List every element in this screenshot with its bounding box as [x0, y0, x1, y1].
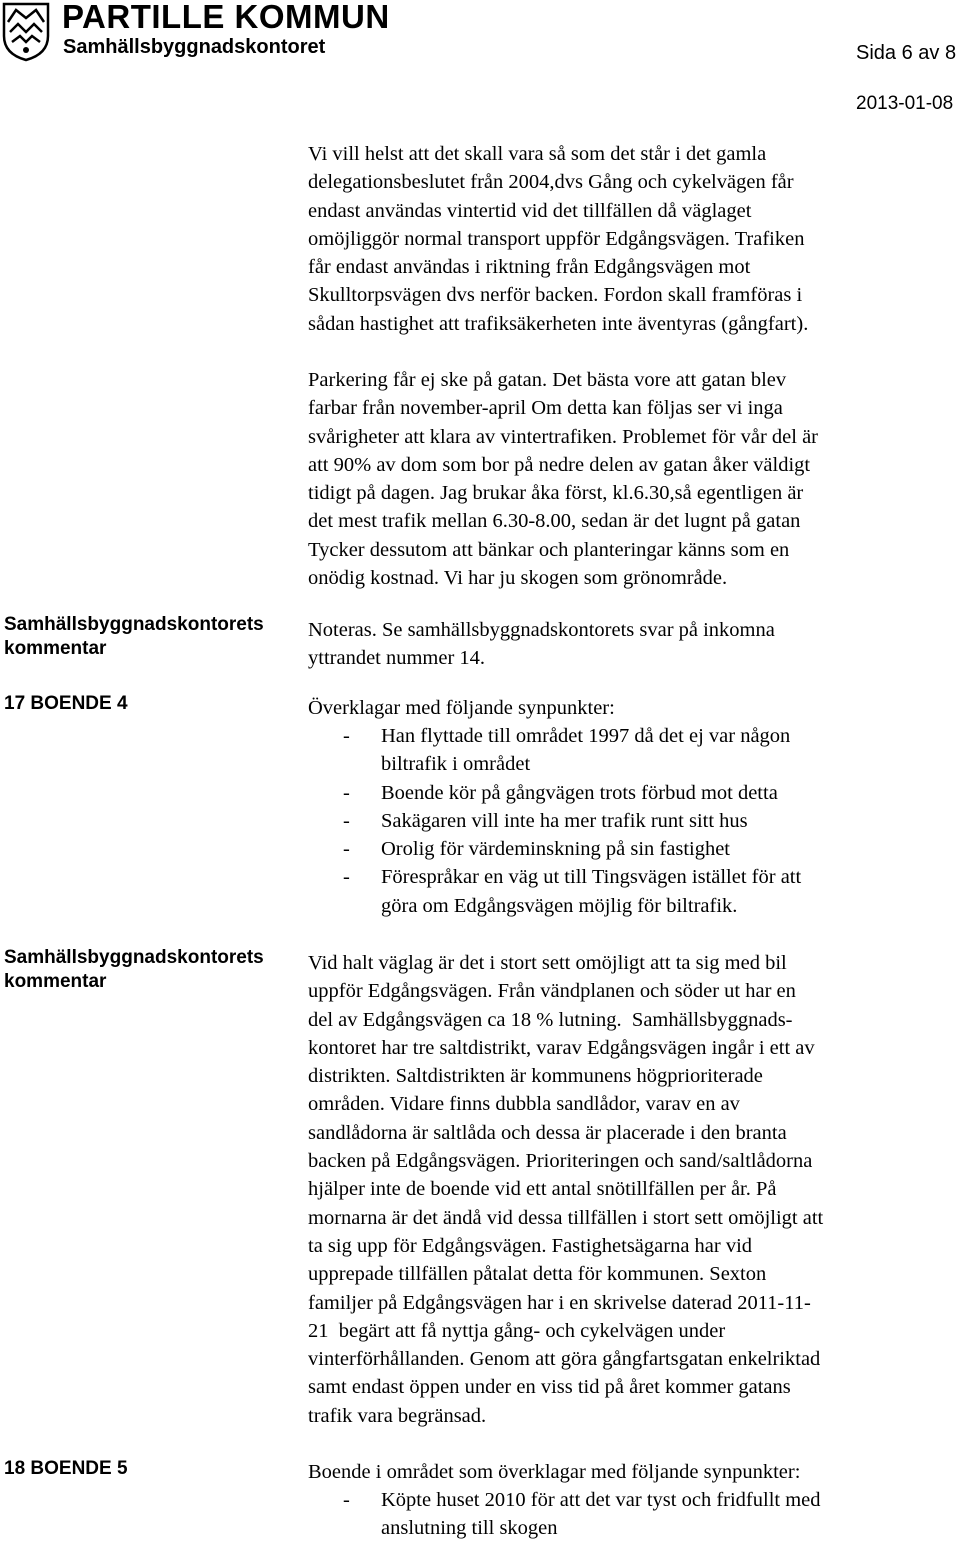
parking-paragraph: Parkering får ej ske på gatan. Det bästa vore att gatan blev farbar från november-april Om detta kan följas ser vi inga svårigheter att klara av vintertrafiken. Problemet för vår del är att 90% av dom som bor på nedre delen av gatan åker väldigt tidigt på dagen. Jag brukar åka först, kl.6.30,så egentligen är det mest trafik mellan 6.30-8.00, sedan är det lugnt på gatan Tycker dessutom att bänkar och planteringar känns som en onödig kostnad. Vi har ju skogen som grönområde. [308, 369, 818, 590]
list-item: - Sakägaren vill inte ha mer trafik runt sitt hus [343, 809, 748, 832]
boende-4-label: 17 BOENDE 4 [4, 693, 128, 714]
comment-label-1: Samhällsbyggnadskontorets kommentar [4, 614, 264, 659]
boende-5-list [343, 1486, 821, 1543]
comment-label-2: Samhällsbyggnadskontorets kommentar [4, 947, 264, 992]
boende-5-intro: Boende i området som överklagar med följande synpunkter: [308, 1461, 801, 1483]
list-item: - Köpte huset 2010 för att det var tyst och fridfullt med anslutning till skogen [343, 1489, 821, 1540]
department-name: Samhällsbyggnadskontoret [63, 36, 326, 58]
boende-5-label: 18 BOENDE 5 [4, 1458, 128, 1479]
page-number: Sida 6 av 8 [856, 42, 957, 64]
comment-text-1: Noteras. Se samhällsbyggnadskontorets svar på inkomna yttrandet nummer 14. [308, 619, 775, 670]
list-item: - Förespråkar en väg ut till Tingsvägen istället för att göra om Edgångsvägen möjlig för biltrafik. [343, 866, 802, 917]
document-date: 2013-01-08 [856, 93, 954, 114]
intro-paragraph: Vi vill helst att det skall vara så som det står i det gamla delegationsbeslutet från 2004,dvs Gång och cykelvägen får endast användas vintertid vid det tillfällen då väglaget omöjliggör normal transport uppför Edgångsvägen. Trafiken får endast användas i riktning från Edgångsvägen mot Skulltorpsvägen dvs nerför backen. Fordon skall framföras i sådan hastighet att trafiksäkerheten inte äventyras (gångfart). [308, 143, 809, 335]
municipal-crest-icon [2, 2, 50, 62]
boende-4-list [343, 722, 801, 920]
comment-text-2: Vid halt väglag är det i stort sett omöjligt att ta sig med bil uppför Edgångsvägen. Från vändplanen och söder ut har en del av Edgångsvägen ca 18 % lutning. Samhällsbyggnads- kontoret har tre saltdistrikt, varav Edgångsvägen ingår i ett av distrikten. Saltdistrikten är kommunens högprioriterade områden. Vidare finns dubbla sandlådor, varav en av sandlådorna är saltlåda och dessa är placerade i den branta backen på Edgångsvägen. Prioriteringen och sand/saltlådorna hjälper inte de boende vid ett antal snötillfällen per år. På mornarna är det ändå vid dessa tillfällen i stort sett omöjligt att ta sig upp för Edgångsvägen. Fastighetsägarna har vid upprepade tillfällen påtalat detta för kommunen. Sexton familjer på Edgångsvägen har i en skrivelse daterad 2011-11- 21 begärt att få nyttja gång- och cykelvägen under vinterförhållanden. Genom att göra gångfartsgatan enkelriktad samt endast öppen under en viss tid på året kommer gatans trafik vara begränsad. [308, 952, 824, 1427]
list-item: - Boende kör på gångvägen trots förbud mot detta [343, 781, 778, 804]
boende-4-intro: Överklagar med följande synpunkter: [308, 697, 615, 719]
org-name: PARTILLE KOMMUN [62, 0, 390, 35]
list-item: - Orolig för värdeminskning på sin fastighet [343, 838, 731, 861]
list-item: - Han flyttade till området 1997 då det ej var någon biltrafik i området [343, 725, 791, 776]
